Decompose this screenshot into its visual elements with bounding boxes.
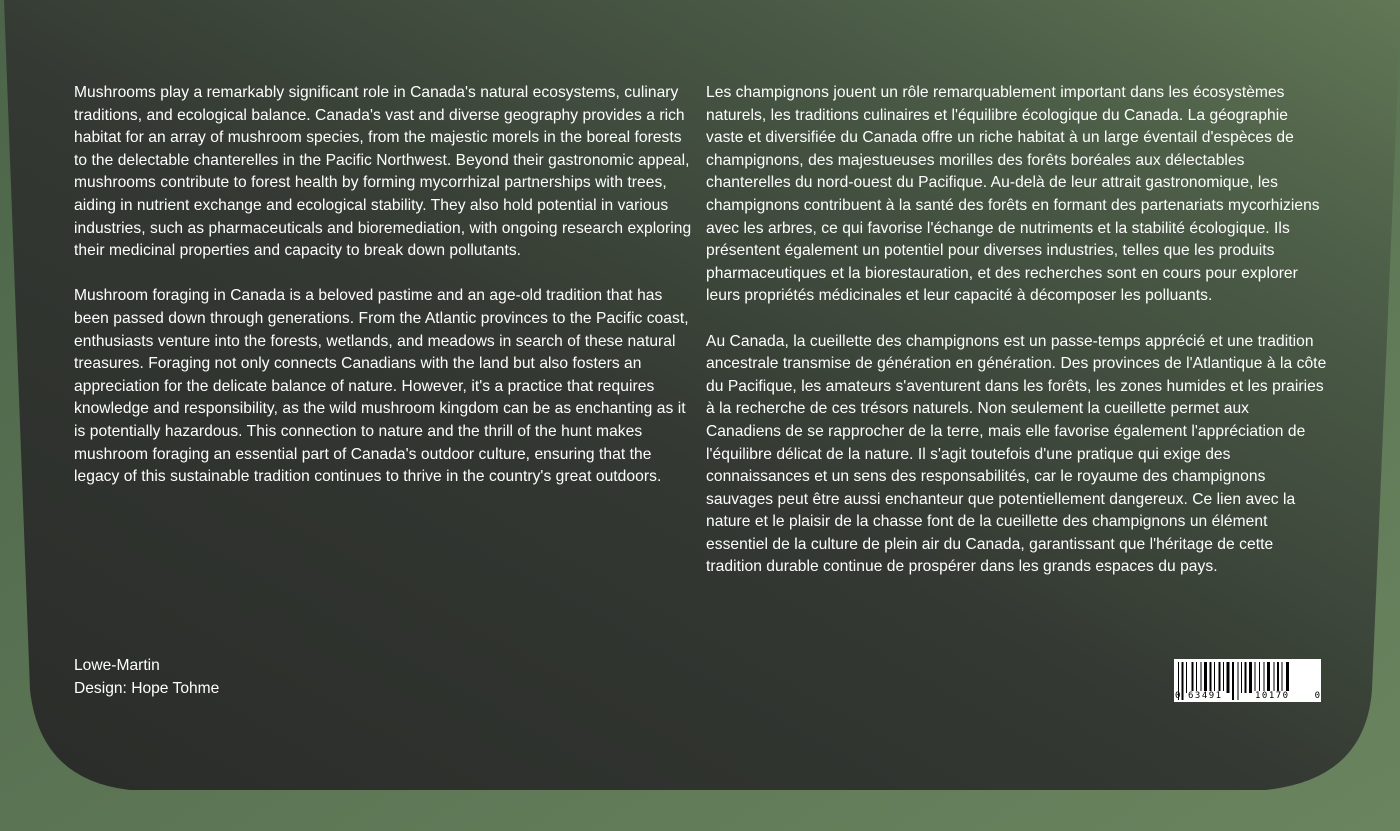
barcode-group-2: 10170 (1255, 691, 1290, 701)
barcode-digit-left: 0 (1175, 691, 1181, 701)
barcode-bar (1186, 662, 1187, 693)
english-paragraph-1: Mushrooms play a remarkably significant role in Canada's natural ecosystems, culinary traditions, and ecological balance. Canada's vast and diverse geography provides a rich habitat for an array of mushroom species, from the majestic morels in the boreal forests to the delectable chanterelles in the Pacific Northwest. Beyond their gastronomic appeal, mushrooms contribute to forest health by forming mycorrhizal partnerships with trees, aiding in nutrient exchange and ecological stability. They also hold potential in various industries, such as pharmaceuticals and bioremediation, with ongoing research exploring their medicinal properties and capacity to break down pollutants. (74, 84, 692, 260)
barcode-bar (1214, 662, 1215, 693)
barcode (1174, 659, 1321, 702)
barcode-digits (1174, 691, 1321, 702)
barcode-bar (1204, 662, 1207, 693)
barcode-bar (1245, 662, 1247, 693)
french-text-column (706, 82, 1328, 602)
english-paragraph-2: Mushroom foraging in Canada is a beloved pastime and an age-old tradition that has been passed down through generations. From the Atlantic provinces to the Pacific coast, enthusiasts venture into the forests, wetlands, and meadows in search of these natural treasures. Foraging not only connects Canadians with the land but also fosters an appreciation for the delicate balance of nature. However, it's a practice that requires knowledge and responsibility, as the wild mushroom kingdom can be as enchanting as it is potentially hazardous. This connection to nature and the thrill of the hunt makes mushroom foraging an essential part of Canada's outdoor culture, ensuring that the legacy of this sustainable tradition continues to thrive in the country's great outdoors. (74, 287, 689, 486)
barcode-bar (1227, 662, 1230, 693)
barcode-bar (1267, 662, 1270, 693)
barcode-bar (1282, 662, 1283, 693)
barcode-bar (1264, 662, 1265, 693)
barcode-bar (1241, 662, 1242, 693)
barcode-bar (1249, 662, 1252, 693)
barcode-bar (1274, 662, 1275, 693)
barcode-bar (1196, 662, 1197, 693)
barcode-bar (1210, 662, 1212, 693)
barcode-bar (1223, 662, 1224, 693)
french-paragraph-1: Les champignons jouent un rôle remarquablement important dans les écosystèmes naturels, les traditions culinaires et l'équilibre écologique du Canada. La géographie vaste et diversifiée du Canada offre un riche habitat à un large éventail d'espèces de champignons, des majestueuses morilles des forêts boréales aux délectables chanterelles du nord-ouest du Pacifique. Au-delà de leur attrait gastronomique, les champignons contribuent à la santé des forêts en formant des partenariats mycorhiziens avec les arbres, ce qui favorise l'échange de nutriments et la stabilité écologique. Ils présentent également un potentiel pour diverses industries, telles que les produits pharmaceutiques et la biorestauration, et des recherches sont en cours pour explorer leurs propriétés médicinales et leur capacité à décomposer les polluants. (706, 84, 1320, 305)
barcode-bar (1192, 662, 1194, 693)
publisher-name: Lowe-Martin (74, 657, 160, 674)
credits (74, 655, 219, 700)
designer-credit: Design: Hope Tohme (74, 679, 220, 697)
barcode-group-1: 63491 (1188, 691, 1223, 701)
french-paragraph-2: Au Canada, la cueillette des champignons est un passe-temps apprécié et une tradition ancestrale transmise de génération en génération. Des provinces de l'Atlantique à la côte du Pacifique, les amateurs s'aventurent dans les forêts, les zones humides et les prairies à la recherche de ces trésors naturels. Non seulement la cueillette permet aux Canadiens de se rapprocher de la terre, mais elle favorise également l'appréciation de l'équilibre délicat de la nature. Il s'agit toutefois d'une pratique qui exige des connaissances et un sens des responsabilités, car le royaume des champignons sauvages peut être aussi enchanteur que potentiellement dangereux. Ce lien avec la nature et le plaisir de la chasse font de la cueillette des champignons un élément essentiel de la culture de plein air du Canada, garantissant que l'héritage de cette tradition durable continue de prospérer dans les grands espaces du pays. (706, 332, 1327, 576)
barcode-digit-right: 0 (1314, 691, 1320, 701)
barcode-bar (1201, 662, 1202, 693)
english-text-column (74, 82, 694, 511)
barcode-bar (1259, 662, 1260, 693)
barcode-bar (1277, 662, 1279, 693)
barcode-bar (1255, 662, 1256, 693)
barcode-bar (1219, 662, 1221, 693)
